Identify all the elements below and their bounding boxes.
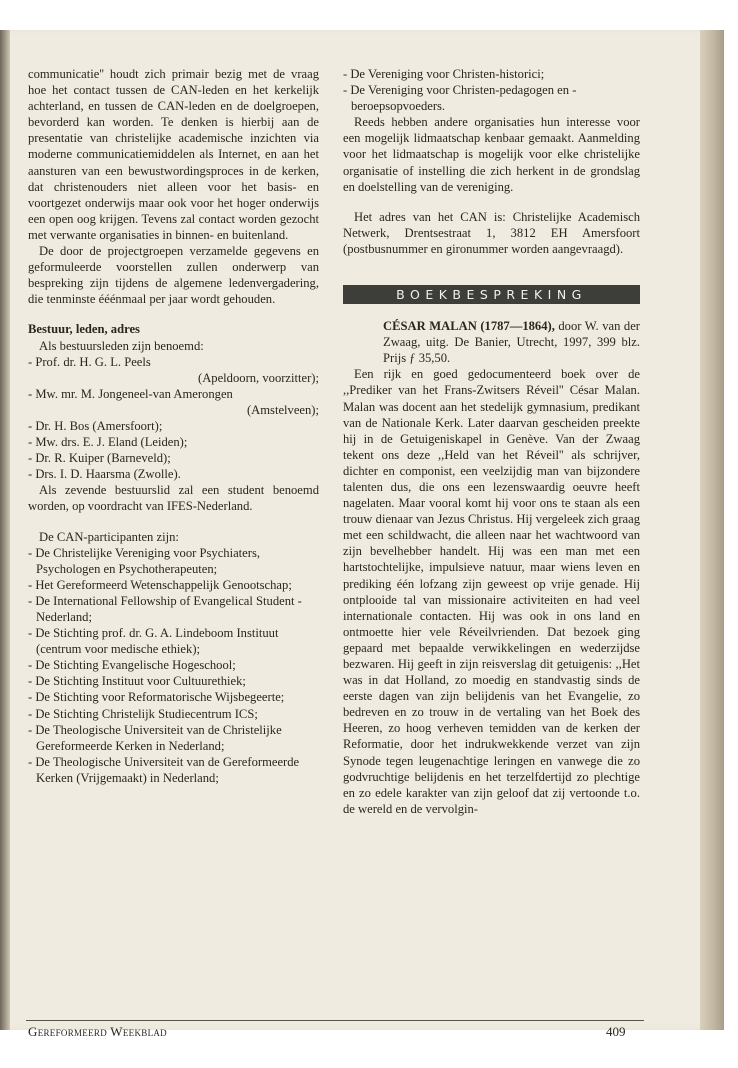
board-member: - Drs. I. D. Haarsma (Zwolle). (28, 467, 181, 482)
left-paragraph-3: Als zevende bestuurslid zal een student benoemd worden, op voordracht van IFES-Nederland. (28, 483, 319, 514)
subheading-bestuur: Bestuur, leden, adres (28, 322, 140, 337)
board-intro: Als bestuursleden zijn benoemd: (39, 338, 204, 353)
review-title-book: CÉSAR MALAN (1787—1864), (383, 319, 555, 334)
participant-item: - De Stichting prof. dr. G. A. Lindeboom Instituut (centrum voor medische ethiek); (28, 626, 279, 657)
participant-item: - Het Gereformeerd Wetenschappelijk Genootschap; (28, 577, 292, 592)
left-column (28, 66, 319, 786)
footer-publication: Gereformeerd Weekblad (28, 1024, 167, 1039)
participant-item: - De Theologische Universiteit van de Gereformeerde Kerken (Vrijgemaakt) in Nederland; (28, 754, 300, 785)
board-list (28, 354, 319, 483)
section-heading-boekbespreking: BOEKBESPREKING (343, 285, 640, 304)
footer-page-number: 409 (606, 1024, 626, 1039)
review-title-details: door W. van der Zwaag, uitg. De Banier, Utrecht, 1997, 399 blz. Prijs ƒ 35,50. (383, 319, 640, 366)
page-spine (0, 30, 10, 1030)
participants-intro: De CAN-participanten zijn: (39, 529, 179, 544)
footer-rule (26, 1020, 644, 1021)
right-paragraph-address: Het adres van het CAN is: Christelijke Academisch Netwerk, Drentsestraat 1, 3812 EH Amersfoort (postbusnummer en gironummer worden aangevraagd). (343, 209, 640, 256)
page-edge (700, 30, 724, 1030)
participant-item: - De Stichting Evangelische Hogeschool; (28, 658, 236, 673)
right-paragraph-1: Reeds hebben andere organisaties hun interesse voor een mogelijk lidmaatschap kenbaar gemaakt. Aanmelding voor het lidmaatschap is mogelijk voor elke christelijke organisatie of instelling die zich herkent in de grondslag en doelstelling van de vereniging. (343, 115, 640, 194)
board-member: - Dr. R. Kuiper (Barneveld); (28, 451, 171, 466)
participant-item: - De Christelijke Vereniging voor Psychiaters, Psychologen en Psychotherapeuten; (28, 545, 261, 576)
participant-item: - De Stichting voor Reformatorische Wijsbegeerte; (28, 690, 285, 705)
board-member: - Prof. dr. H. G. L. Peels (Apeldoorn, voorzitter); (28, 354, 319, 385)
review-body: Een rijk en goed gedocumenteerd boek over de ,,Prediker van het Frans-Zwitsers Réveil'' César Malan. Malan was docent aan het stedelijk gymnasium, predikant van de Nationale Kerk. Later daarvan gescheiden preekte hij in de Getuigeniskapel in Genève. Van der Zwaag tekent ons deze ,,Held van het Réveil'' als schrijver, dichter en componist, een veelzijdig man van bijzondere talenten dus, die ons een lezenswaardig oeuvre heeft nagelaten. Maar vooral komt hij voor ons te staan als een trouw dienaar van Jezus Christus. Hij vergeleek zich graag met een schildwacht, die alleen naar het wachtwoord van zijn bevelhebber handelt. Hij was een man met een hartstochtelijke, impulsieve natuur, maar wiens leven en prediking één lofzang zijn geweest op vrije genade. Hij ontplooide tal van missionaire activiteiten en had veel internationale contacten. Hij was ook in ons land en ontmoette hier vele Réveilvrienden. Dat bezoek ging gepaard met bepaalde verwikkelingen en wederzijdse bezwaren. Hij geeft in zijn reisverslag dit getuigenis: ,,Het was in dat Holland, zo moedig en standvastig sinds de eerste dagen van zijn belijdenis van het Evangelie, zo bedreven en zo trouw in de vertaling van het Boek des Heeren, zo hoog verheven temidden van de kerken der Reformatie, door het indrukwekkende verzet van zijn Synode tegen leugenachtige leringen en vanwege die zo godvruchtige belijdenis en het terzelfdertijd zo plechtige en zo edele karakter van zijn geloof dat zij vertoonde t.o. de wereld en de vervolgin- (343, 367, 640, 816)
participant-item: - De Vereniging voor Christen-pedagogen en -beroepsopvoeders. (343, 83, 577, 114)
participants-list-continued (343, 66, 640, 114)
participant-item: - De Vereniging voor Christen-historici; (343, 67, 545, 81)
board-member: - Mw. drs. E. J. Eland (Leiden); (28, 435, 188, 450)
participant-item: - De Stichting Instituut voor Cultuurethiek; (28, 674, 246, 689)
review-title (343, 318, 640, 366)
left-paragraph-1: communicatie'' houdt zich primair bezig met de vraag hoe het contact tussen de CAN-leden en het kerkelijk achterland, en tussen de CAN-leden en de doelgroepen, bevorderd kan worden. Te denken is hierbij aan de presentatie van christelijke academische inzichten via moderne communicatiemiddelen als Internet, en aan het aansturen van een bewustwordingsproces in de kerken, dat christenouders niet alleen voor het basis- en voortgezet onderwijs maar ook voor het hoger onderwijs een open oog krijgen. Tevens zal contact worden gezocht met verwante organisaties in binnen- en buitenland. (28, 67, 319, 242)
participant-item: - De International Fellowship of Evangelical Student - Nederland; (28, 593, 302, 624)
board-member: - Dr. H. Bos (Amersfoort); (28, 418, 163, 433)
participants-list (28, 545, 319, 786)
participant-item: - De Theologische Universiteit van de Christelijke Gereformeerde Kerken in Nederland; (28, 722, 282, 753)
participant-item: - De Stichting Christelijk Studiecentrum ICS; (28, 706, 258, 721)
board-member: - Mw. mr. M. Jongeneel-van Amerongen (Amstelveen); (28, 386, 319, 417)
left-paragraph-2: De door de projectgroepen verzamelde gegevens en geformuleerde voorstellen zullen onderwerp van bespreking zijn tijdens de algemene ledenvergadering, die tenminste ééénmaal per jaar wordt gehouden. (28, 244, 319, 307)
right-column (343, 66, 640, 817)
